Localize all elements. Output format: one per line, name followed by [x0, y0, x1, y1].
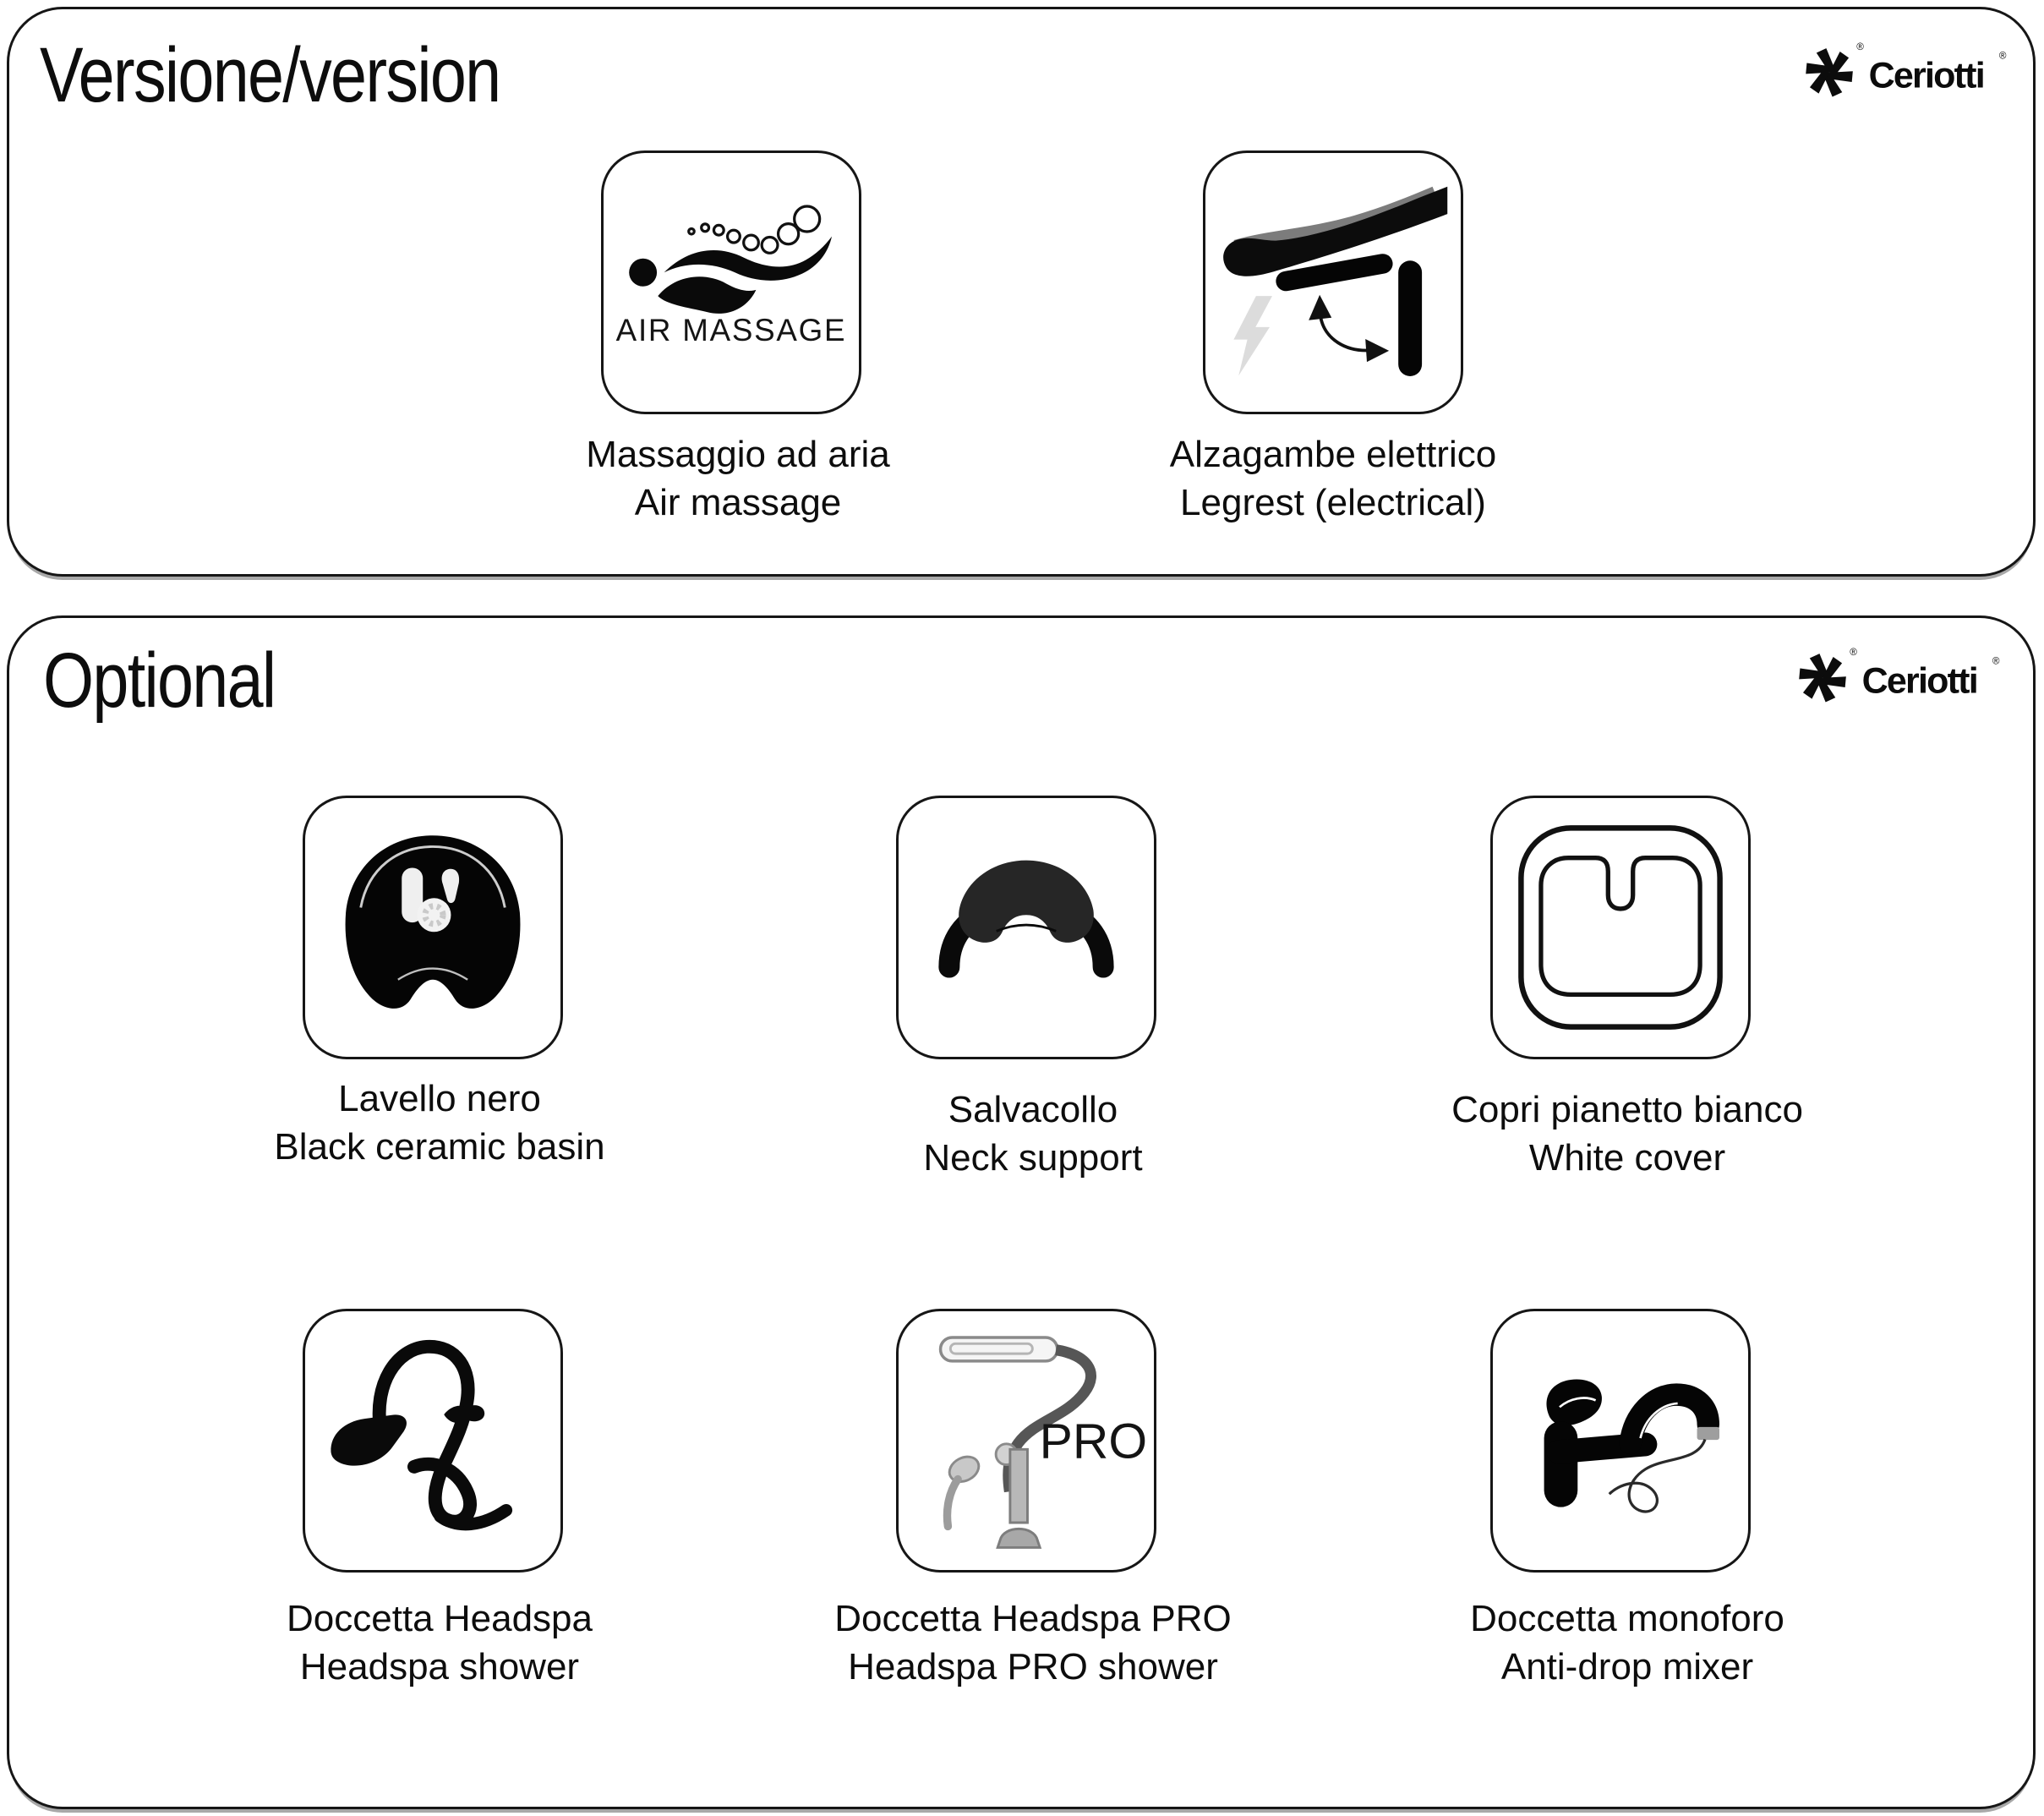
ceriotti-wordmark: Ceriotti [1868, 55, 1984, 96]
caption-white-cover [1340, 1086, 1915, 1182]
ceriotti-pinwheel-icon [1795, 654, 1850, 702]
caption-headspa-shower [152, 1594, 727, 1691]
tile-headspa-pro-shower [896, 1309, 1156, 1573]
caption-anti-drop-mixer [1340, 1594, 1915, 1691]
caption-black-basin [152, 1075, 727, 1171]
caption-line-en: Anti-drop mixer [1500, 1646, 1754, 1687]
tile-neck-support [896, 796, 1156, 1059]
tile-black-ceramic-basin [303, 796, 563, 1059]
legrest-electric-icon [1209, 156, 1457, 408]
neck-support-icon [902, 801, 1150, 1053]
registered-mark: ® [1998, 50, 2007, 62]
optional-panel [7, 615, 2036, 1809]
tile-white-cover [1490, 796, 1751, 1059]
registered-mark: ® [1850, 646, 1857, 658]
caption-line-it: Doccetta Headspa [287, 1598, 593, 1639]
anti-drop-mixer-icon [1496, 1315, 1745, 1567]
ceriotti-wordmark: Ceriotti [1861, 660, 1977, 702]
caption-headspa-pro [746, 1594, 1320, 1691]
tile-anti-drop-mixer [1490, 1309, 1751, 1573]
headspa-shower-icon [309, 1315, 557, 1567]
headspa-pro-shower-icon [902, 1315, 1150, 1567]
pro-label: PRO [1039, 1414, 1148, 1469]
registered-mark: ® [1856, 41, 1864, 52]
registered-mark: ® [1992, 655, 2000, 667]
caption-line-it: Massaggio ad aria [586, 434, 890, 475]
caption-line-en: Neck support [923, 1137, 1143, 1179]
caption-air-massage [451, 430, 1025, 527]
caption-line-en: White cover [1528, 1137, 1726, 1179]
ceriotti-logo [1786, 638, 2006, 714]
white-cover-icon [1496, 801, 1745, 1053]
caption-line-en: Black ceramic basin [274, 1126, 605, 1168]
caption-line-it: Alzagambe elettrico [1169, 434, 1497, 475]
caption-line-en: Air massage [634, 482, 842, 523]
version-panel-title: Versione/version [40, 32, 500, 118]
air-massage-icon [607, 156, 855, 408]
ceriotti-logo [1793, 33, 2013, 109]
black-basin-icon [309, 801, 557, 1053]
tile-air-massage [601, 150, 861, 414]
air-massage-label: AIR MASSAGE [615, 313, 847, 348]
caption-line-it: Salvacollo [948, 1089, 1118, 1130]
caption-line-it: Doccetta Headspa PRO [834, 1598, 1232, 1639]
caption-legrest [1046, 430, 1620, 527]
caption-line-en: Headspa shower [299, 1646, 580, 1687]
version-panel [7, 7, 2036, 577]
caption-line-it: Copri pianetto bianco [1451, 1089, 1803, 1130]
optional-panel-title: Optional [43, 637, 276, 724]
lightning-bolt-icon [1233, 296, 1272, 375]
caption-line-en: Headspa PRO shower [848, 1646, 1218, 1687]
caption-neck-support [746, 1086, 1320, 1182]
caption-line-it: Lavello nero [338, 1078, 541, 1119]
ceriotti-pinwheel-icon [1802, 48, 1857, 96]
tile-legrest-electrical [1203, 150, 1463, 414]
caption-line-en: Legrest (electrical) [1180, 482, 1486, 523]
tile-headspa-shower [303, 1309, 563, 1573]
caption-line-it: Doccetta monoforo [1470, 1598, 1784, 1639]
